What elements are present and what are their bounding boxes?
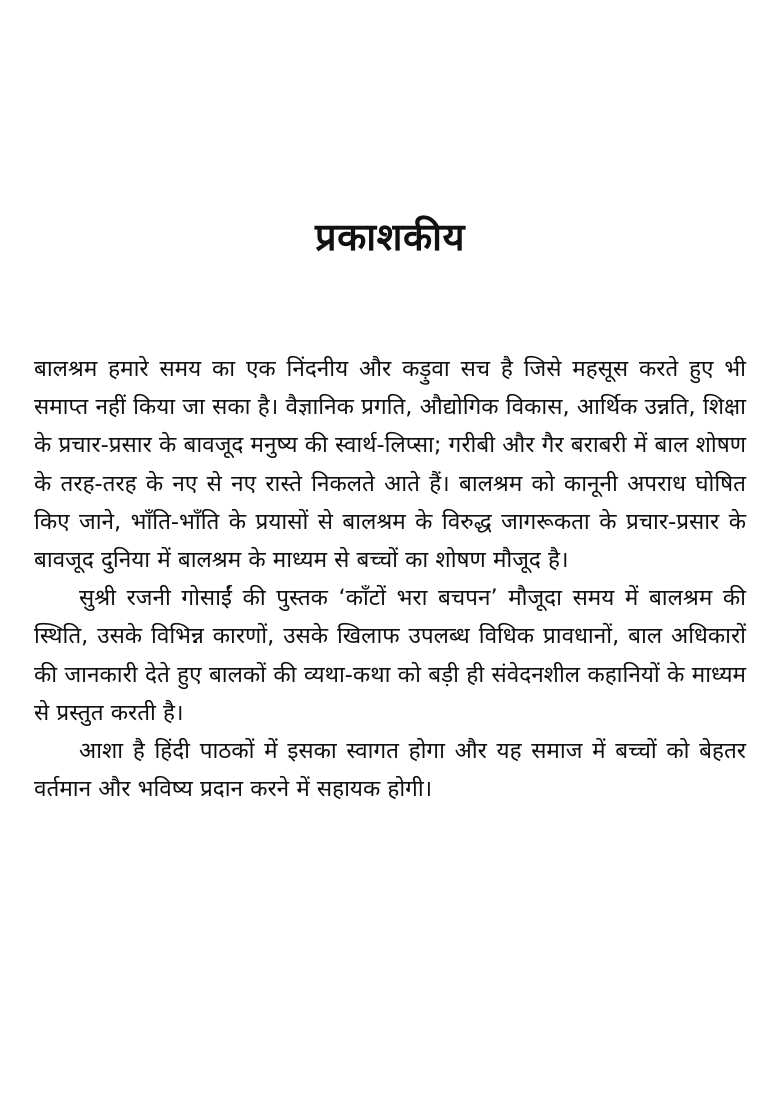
paragraph-2: सुश्री रजनी गोसाईं की पुस्तक ‘काँटों भरा बचपन’ मौजूदा समय में बालश्रम की स्थिति, उसके विभिन्न कारणों, उसके खिलाफ उपलब्ध विधिक प्रावधानों, बाल अधिकारों की जानकारी देते हुए बालकों की व्यथा-कथा को बड़ी ही संवेदनशील कहानियों के माध्यम से प्रस्तुत करती है।: [34, 585, 746, 726]
paragraph-3: आशा है हिंदी पाठकों में इसका स्वागत होगा और यह समाज में बच्चों को बेहतर वर्तमान और भविष्य प्रदान करने में सहायक होगी।: [34, 738, 746, 803]
paragraph-1: बालश्रम हमारे समय का एक निंदनीय और कड़ुवा सच है जिसे महसूस करते हुए भी समाप्त नहीं किया जा सका है। वैज्ञानिक प्रगति, औद्योगिक विकास, आर्थिक उन्नति, शिक्षा के प्रचार-प्रसार के बावजूद मनुष्य की स्वार्थ-लिप्सा; गरीबी और गैर बराबरी में बाल शोषण के तरह-तरह के नए से नए रास्ते निकलते आते हैं। बालश्रम को कानूनी अपराध घोषित किए जाने, भाँति-भाँति के प्रयासों से बालश्रम के विरुद्ध जागरूकता के प्रचार-प्रसार के बावजूद दुनिया में बालश्रम के माध्यम से बच्चों का शोषण मौजूद है।: [34, 356, 746, 574]
body-text: [34, 350, 746, 808]
page-title: प्रकाशकीय: [314, 215, 466, 259]
